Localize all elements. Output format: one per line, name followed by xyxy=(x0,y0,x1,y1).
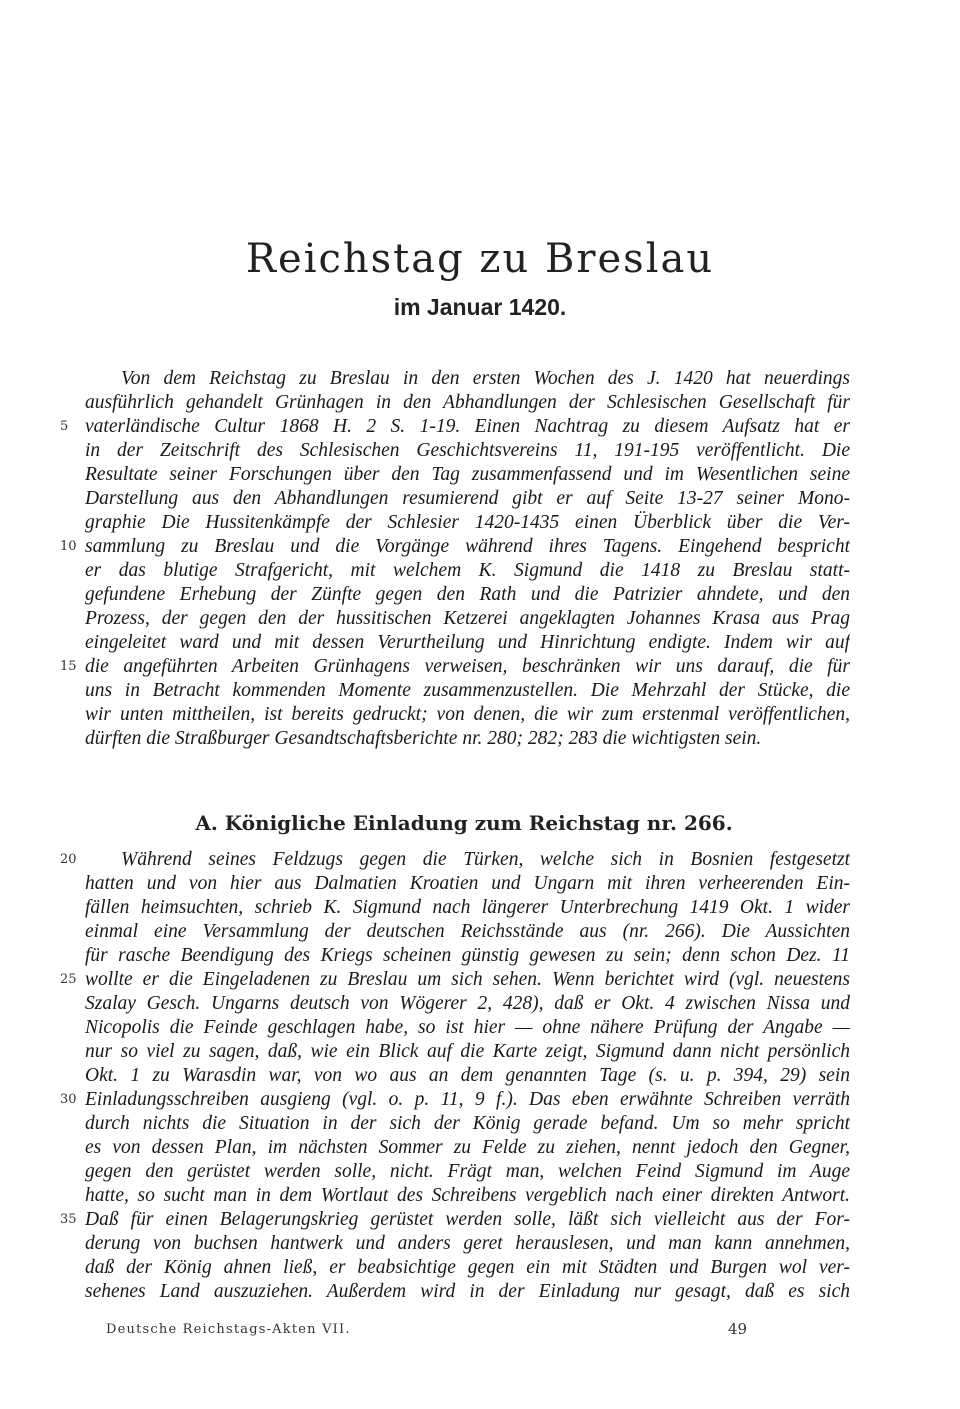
intro-line: Resultate seiner Forschungen über den Tag zusammenfassend und im Wesentlichen seine xyxy=(85,464,850,485)
section-line: Nicopolis die Feinde geschlagen habe, so ist hier — ohne nähere Prüfung der Angabe — xyxy=(85,1017,850,1038)
section-line: Szalay Gesch. Ungarns deutsch von Wögerer 2, 428), daß er Okt. 4 zwischen Nissa und xyxy=(85,993,850,1014)
line-number: 25 xyxy=(60,972,77,987)
line-number: 5 xyxy=(60,419,69,434)
footer-series-title: Deutsche Reichstags-Akten VII. xyxy=(106,1322,351,1337)
intro-line: uns in Betracht kommenden Momente zusammenzustellen. Die Mehrzahl der Stücke, die xyxy=(85,680,850,701)
section-line: daß der König ahnen ließ, er beabsichtige gegen ein mit Städten und Burgen wol ver- xyxy=(85,1257,850,1278)
section-line: Einladungsschreiben ausgieng (vgl. o. p. 11, 9 f.). Das eben erwähnte Schreiben verräth xyxy=(85,1089,850,1110)
section-heading: A. Königliche Einladung zum Reichstag nr. 266. xyxy=(195,811,733,835)
intro-line: ausführlich gehandelt Grünhagen in den Abhandlungen der Schlesischen Gesellschaft für xyxy=(85,392,850,413)
section-line: Daß für einen Belagerungskrieg gerüstet werden solle, läßt sich vielleicht aus der For- xyxy=(85,1209,850,1230)
line-number: 10 xyxy=(60,539,77,554)
section-line: einmal eine Versammlung der deutschen Reichsstände aus (nr. 266). Die Aussichten xyxy=(85,921,850,942)
section-line: nur so viel zu sagen, daß, wie ein Blick auf die Karte zeigt, Sigmund dann nicht persönlich xyxy=(85,1041,850,1062)
section-line: es von dessen Plan, im nächsten Sommer zu Felde zu ziehen, nennt jedoch den Gegner, xyxy=(85,1137,850,1158)
section-line: sehenes Land auszuziehen. Außerdem wird in der Einladung nur gesagt, daß es sich xyxy=(85,1281,850,1302)
intro-line: wir unten mittheilen, ist bereits gedruckt; von denen, die wir zum erstenmal veröffentlichen, xyxy=(85,704,850,725)
intro-line: Prozess, der gegen den der hussitischen Ketzerei angeklagten Johannes Krasa aus Prag xyxy=(85,608,850,629)
section-line: durch nichts die Situation in der sich der König gerade befand. Um so mehr spricht xyxy=(85,1113,850,1134)
section-line: derung von buchsen hantwerk und anders geret herauslesen, und man kann annehmen, xyxy=(85,1233,850,1254)
intro-line: sammlung zu Breslau und die Vorgänge während ihres Tagens. Eingehend bespricht xyxy=(85,536,850,557)
section-line: für rasche Beendigung des Kriegs scheinen günstig gewesen zu sein; denn schon Dez. 11 xyxy=(85,945,850,966)
page-subtitle: im Januar 1420. xyxy=(393,294,567,320)
section-line: wollte er die Eingeladenen zu Breslau um sich sehen. Wenn berichtet wird (vgl. neuestens xyxy=(85,969,850,990)
line-number: 20 xyxy=(60,852,77,867)
line-number: 30 xyxy=(60,1092,77,1107)
intro-line: vaterländische Cultur 1868 H. 2 S. 1-19. Einen Nachtrag zu diesem Aufsatz hat er xyxy=(85,416,850,437)
intro-line: Von dem Reichstag zu Breslau in den ersten Wochen des J. 1420 hat neuerdings xyxy=(121,368,850,389)
intro-line: Darstellung aus den Abhandlungen resumierend gibt er auf Seite 13-27 seiner Mono- xyxy=(85,488,850,509)
section-line: hatte, so sucht man in dem Wortlaut des Schreibens vergeblich nach einer direkten Antwort. xyxy=(85,1185,850,1206)
section-line: Okt. 1 zu Warasdin war, von wo aus an dem genannten Tage (s. u. p. 394, 29) sein xyxy=(85,1065,850,1086)
section-line: Während seines Feldzugs gegen die Türken, welche sich in Bosnien festgesetzt xyxy=(121,849,850,870)
intro-line: gefundene Erhebung der Zünfte gegen den Rath und die Patrizier ahndete, und den xyxy=(85,584,850,605)
line-number: 15 xyxy=(60,659,77,674)
section-line: gegen den gerüstet werden solle, nicht. Frägt man, welchen Feind Sigmund im Auge xyxy=(85,1161,850,1182)
footer-page-number: 49 xyxy=(728,1320,748,1338)
intro-line: dürften die Straßburger Gesandtschaftsberichte nr. 280; 282; 283 die wichtigsten sein. xyxy=(85,728,762,749)
section-line: fällen heimsuchten, schrieb K. Sigmund nach längerer Unterbrechung 1419 Okt. 1 wider xyxy=(85,897,850,918)
intro-line: die angeführten Arbeiten Grünhagens verweisen, beschränken wir uns darauf, die für xyxy=(85,656,850,677)
intro-line: eingeleitet ward und mit dessen Verurtheilung und Hinrichtung endigte. Indem wir auf xyxy=(85,632,850,653)
intro-line: er das blutige Strafgericht, mit welchem K. Sigmund die 1418 zu Breslau statt- xyxy=(85,560,850,581)
intro-line: graphie Die Hussitenkämpfe der Schlesier 1420-1435 einen Überblick über die Ver- xyxy=(85,512,850,533)
page-title: Reichstag zu Breslau xyxy=(245,236,715,282)
section-line: hatten und von hier aus Dalmatien Kroatien und Ungarn mit ihren verheerenden Ein- xyxy=(85,873,850,894)
line-number: 35 xyxy=(60,1212,77,1227)
intro-line: in der Zeitschrift des Schlesischen Geschichtsvereins 11, 191-195 veröffentlicht. Die xyxy=(85,440,850,461)
